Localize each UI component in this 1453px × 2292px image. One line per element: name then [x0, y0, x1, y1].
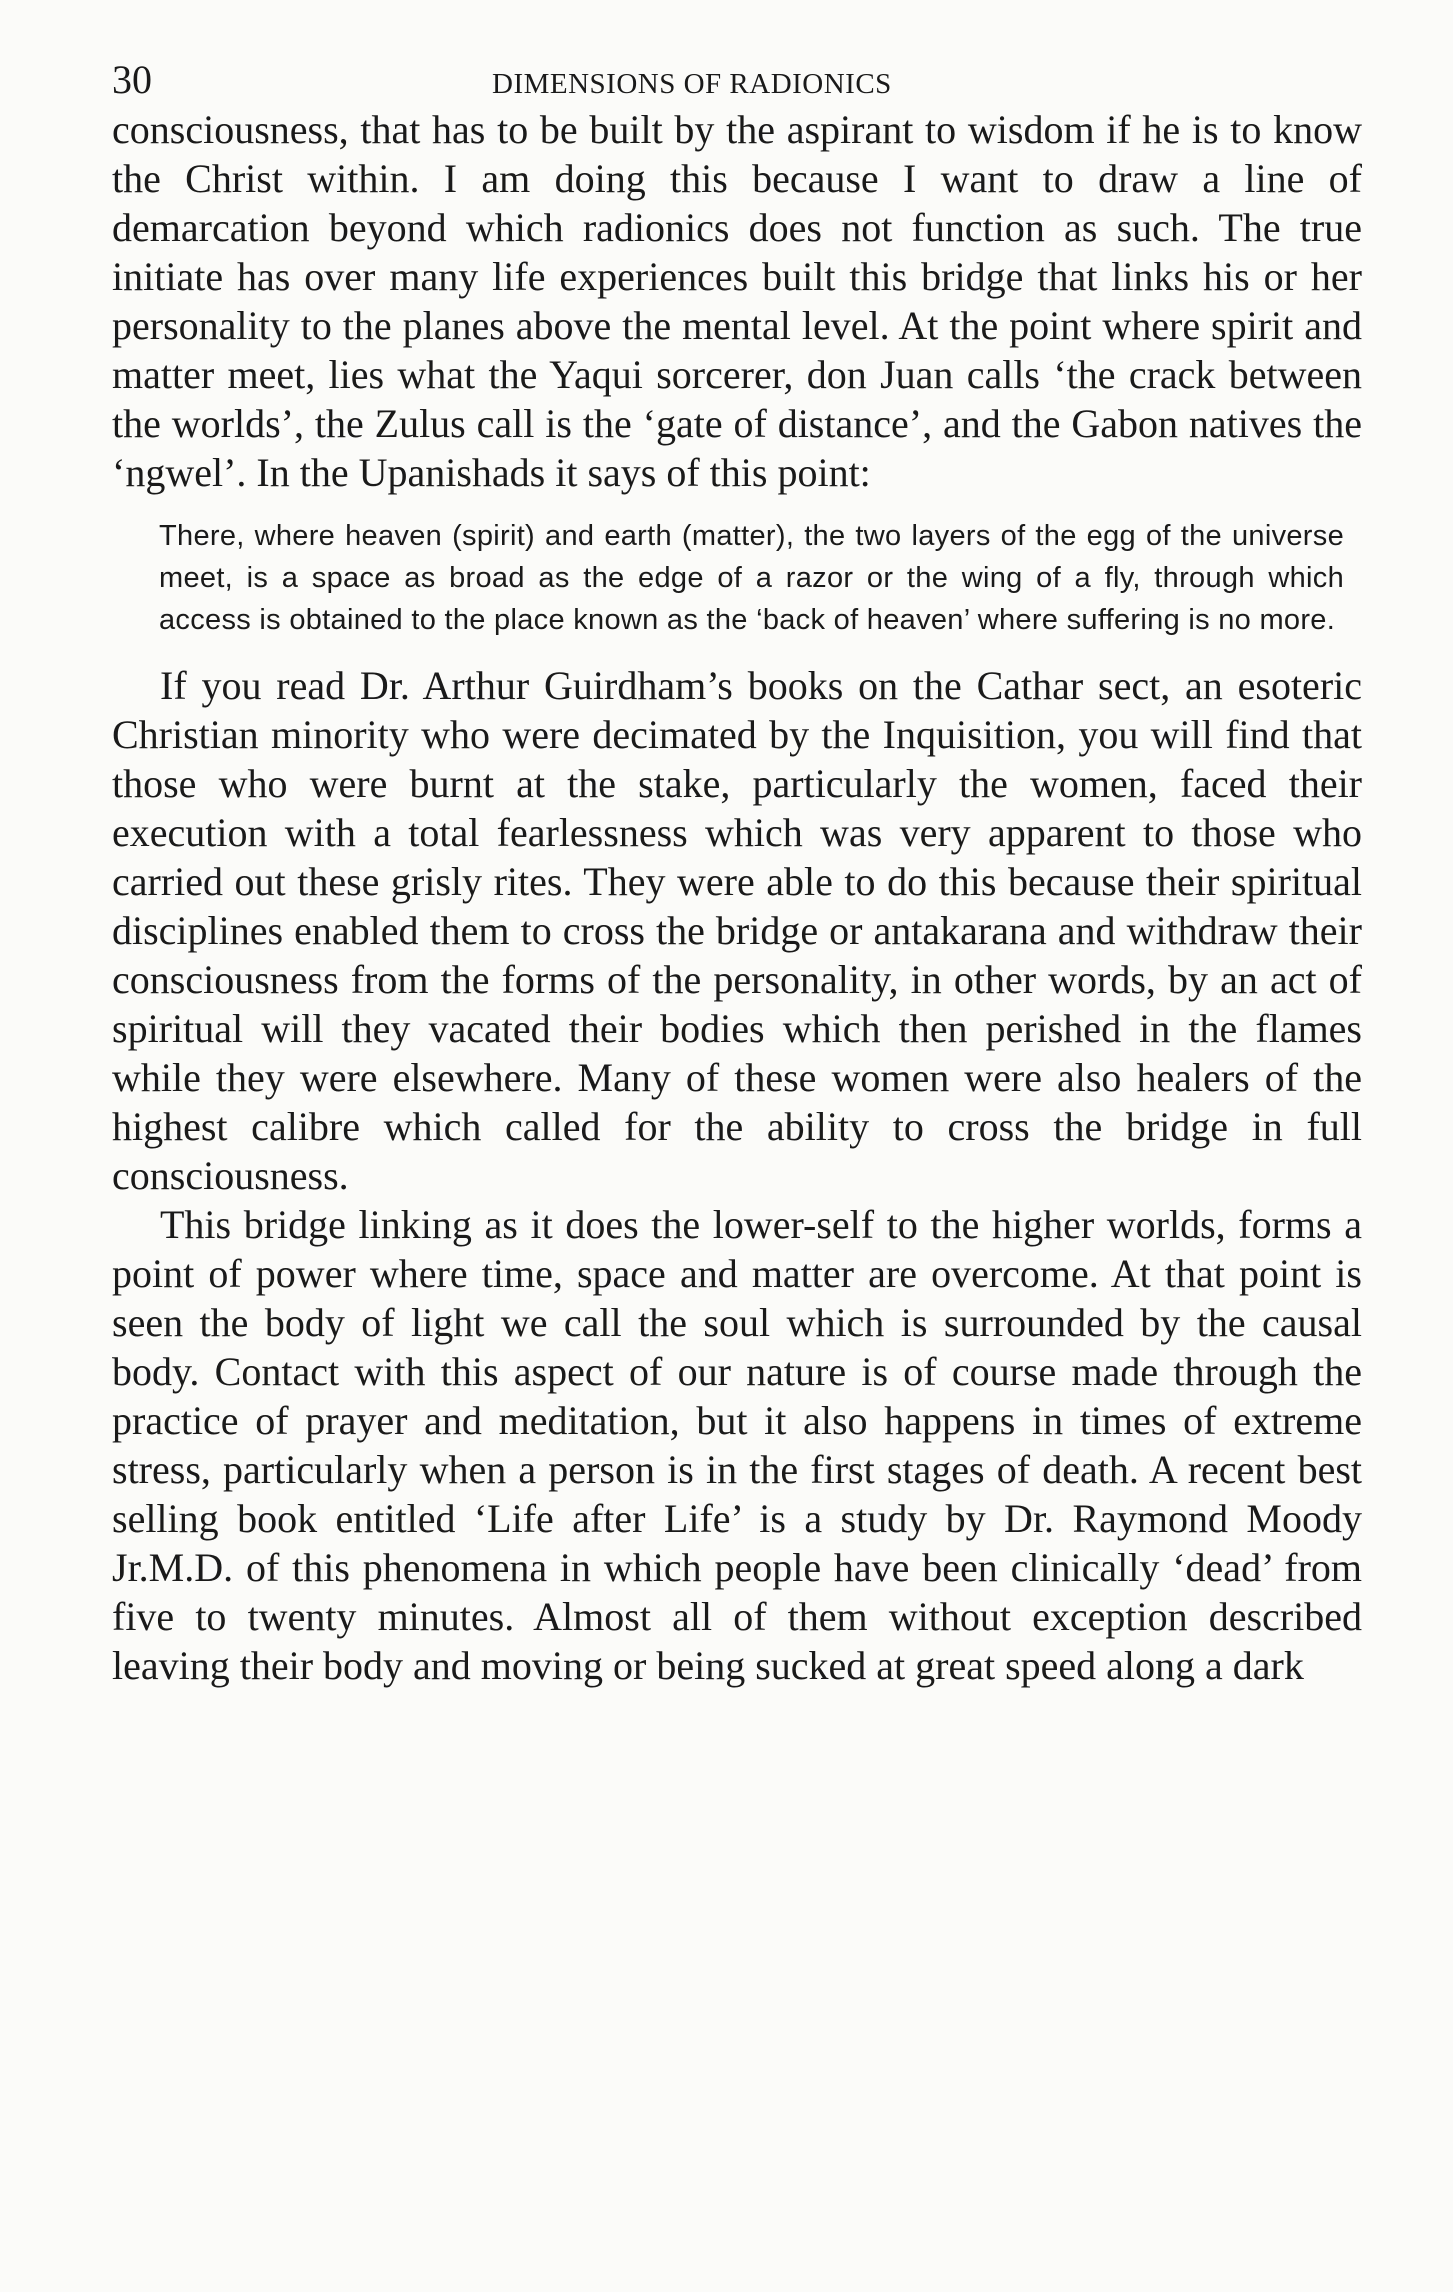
paragraph-cathar: If you read Dr. Arthur Guirdham’s books on the Cathar sect, an esoteric Christian minority who were decimated by the Inquisition, you will find that those who were burnt at the stake, particularly the women, faced their execution with a total fearlessness which was very apparent to those who carried out these grisly rites. They were able to do this because their spiritual disciplines enabled them to cross the bridge or antakarana and withdraw their consciousness from the forms of the personality, in other words, by an act of spiritual will they vacated their bodies which then perished in the flames while they were elsewhere. Many of these women were also healers of the highest calibre which called for the ability to cross the bridge in full consciousness. [112, 663, 1362, 1198]
book-page [112, 55, 1362, 1690]
running-head [112, 55, 1362, 105]
paragraph-bridge: This bridge linking as it does the lower-self to the higher worlds, forms a point of power where time, space and matter are overcome. At that point is seen the body of light we call the soul which is surrounded by the causal body. Contact with this aspect of our nature is of course made through the practice of prayer and meditation, but it also happens in times of extreme stress, particularly when a person is in the first stages of death. A recent best selling book entitled ‘Life after Life’ is a study by Dr. Raymond Moody Jr.M.D. of this phenomena in which people have been clinically ‘dead’ from five to twenty minutes. Almost all of them without exception described leaving their body and moving or being sucked at great speed along a dark [112, 1202, 1362, 1688]
block-quote-upanishads: There, where heaven (spirit) and earth (matter), the two layers of the egg of the universe meet, is a space as broad as the edge of a razor or the wing of a fly, through which access is obtained to the place known as the ‘back of heaven’ where suffering is no more. [159, 520, 1344, 636]
page-number: 30 [112, 57, 152, 102]
running-title: DIMENSIONS OF RADIONICS [492, 68, 892, 100]
paragraph-opening: consciousness, that has to be built by the aspirant to wisdom if he is to know the Christ within. I am doing this because I want to draw a line of demarcation beyond which radionics does not function as such. The true initiate has over many life experiences built this bridge that links his or her personality to the planes above the mental level. At the point where spirit and matter meet, lies what the Yaqui sorcerer, don Juan calls ‘the crack between the worlds’, the Zulus call is the ‘gate of distance’, and the Gabon natives the ‘ngwel’. In the Upanishads it says of this point: [112, 107, 1362, 495]
body-text [112, 105, 1362, 1690]
